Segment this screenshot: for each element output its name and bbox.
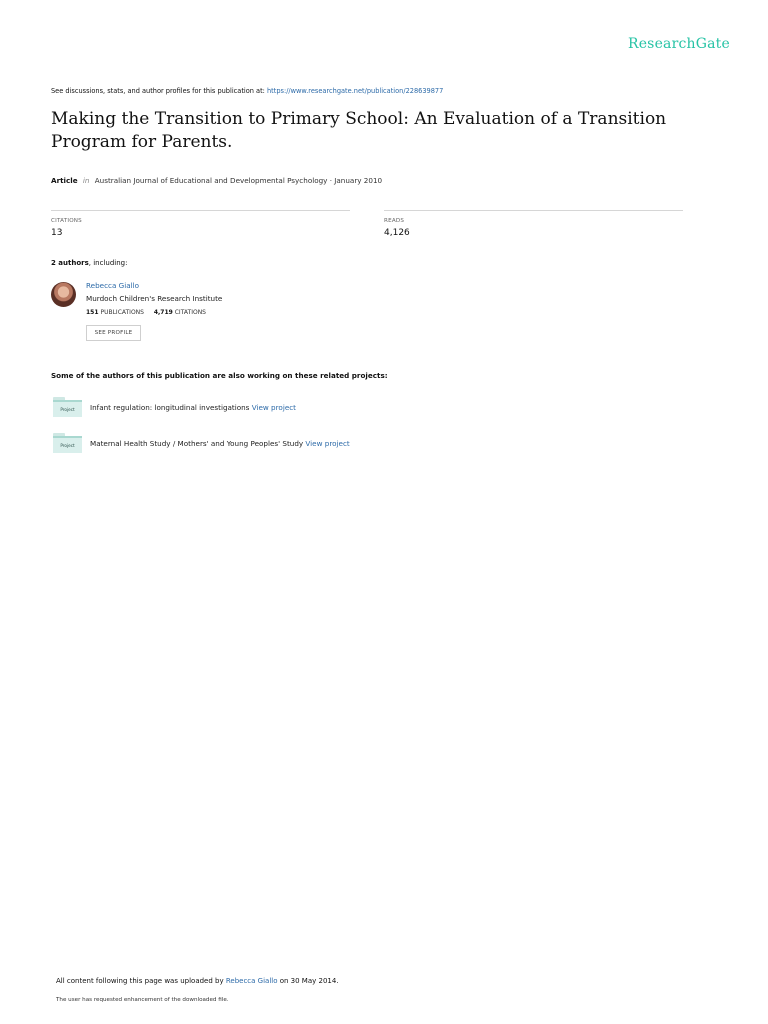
project-icon-label: Project <box>60 407 75 412</box>
authors-suffix: , including: <box>88 259 128 267</box>
uploader-link[interactable]: Rebecca Giallo <box>225 977 278 985</box>
upload-suffix: on 30 May 2014. <box>277 977 339 985</box>
author-name-link[interactable]: Rebecca Giallo <box>86 281 140 290</box>
author-institution: Murdoch Children's Research Institute <box>86 294 223 303</box>
publication-url-link[interactable]: https://www.researchgate.net/publication/228639877 <box>267 87 444 95</box>
enhancement-note: The user has requested enhancement of the downloaded file. <box>56 997 229 1003</box>
discussion-prefix: See discussions, stats, and author profiles for this publication at: <box>51 87 267 95</box>
projects-heading: Some of the authors of this publication are also working on these related projects: <box>51 371 388 380</box>
project-item <box>90 403 296 412</box>
author-avatar[interactable] <box>51 282 76 307</box>
citations-label: CITATIONS <box>51 218 82 224</box>
authors-heading <box>51 259 127 267</box>
reads-label: READS <box>384 218 405 224</box>
author-citations-count: 4,719 <box>153 309 173 316</box>
reads-value: 4,126 <box>384 228 410 238</box>
reads-stat <box>384 210 683 238</box>
project-icon-label: Project <box>60 443 75 448</box>
author-publications-label: PUBLICATIONS <box>100 309 144 316</box>
author-publications-count: 151 <box>86 309 99 316</box>
project-item <box>90 439 350 448</box>
project-folder-icon <box>53 397 82 417</box>
publication-title: Making the Transition to Primary School: An Evaluation of a Transition Program for Parents. <box>51 109 667 152</box>
project-folder-icon <box>53 433 82 453</box>
author-stats <box>86 309 206 316</box>
journal-name: Australian Journal of Educational and Developmental Psychology · January 2010 <box>94 176 383 185</box>
publication-meta <box>51 176 382 185</box>
citations-stat <box>51 210 350 238</box>
discussion-line <box>51 87 443 95</box>
authors-count: 2 authors <box>51 259 89 267</box>
citations-value: 13 <box>51 228 63 238</box>
see-profile-button[interactable]: SEE PROFILE <box>86 325 141 341</box>
view-project-link[interactable]: View project <box>251 403 297 412</box>
project-name: Maternal Health Study / Mothers' and Young Peoples' Study <box>90 439 306 448</box>
upload-prefix: All content following this page was uploaded by <box>56 977 226 985</box>
view-project-link[interactable]: View project <box>305 439 350 448</box>
researchgate-logo[interactable]: ResearchGate <box>627 36 730 52</box>
upload-note <box>56 977 339 985</box>
publication-type: Article <box>51 176 78 185</box>
meta-in: in <box>82 176 90 185</box>
author-citations-label: CITATIONS <box>174 309 206 316</box>
project-name: Infant regulation: longitudinal investigations <box>90 403 252 412</box>
